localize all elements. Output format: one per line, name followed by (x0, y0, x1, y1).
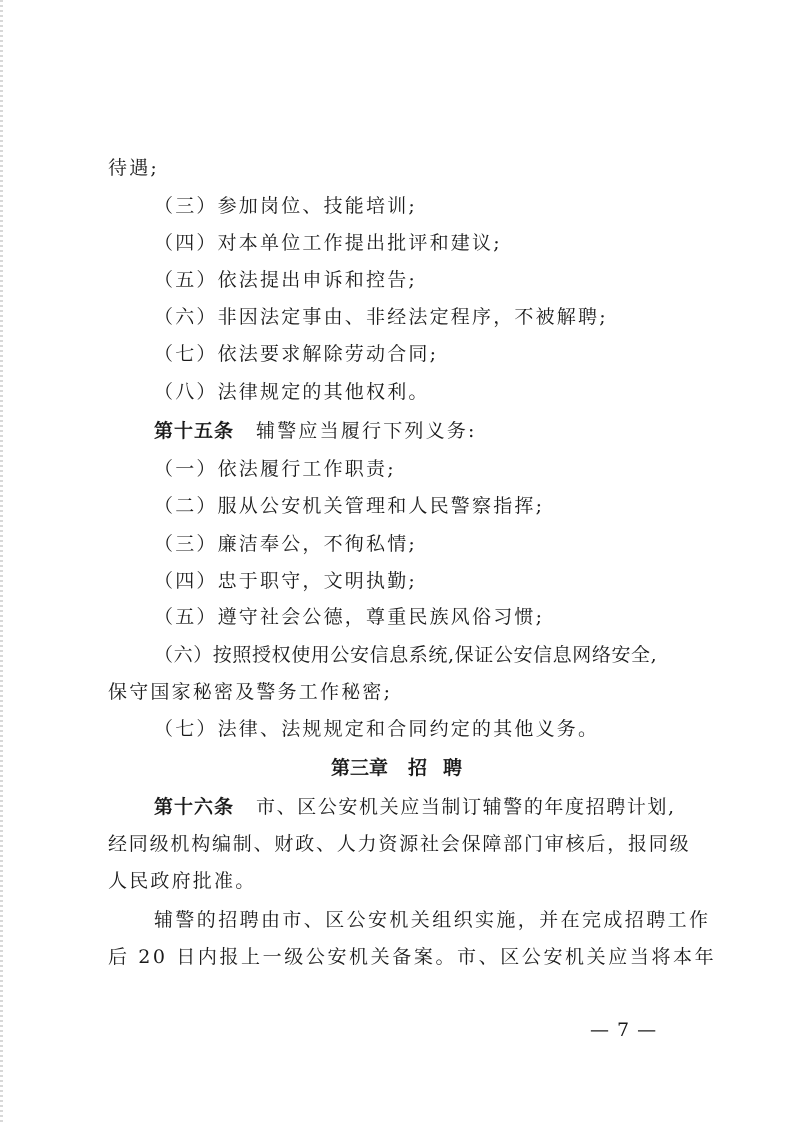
continuation-line: 待遇; (108, 157, 160, 179)
rights-item: （五）依法提出申诉和控告; (154, 269, 418, 291)
article-16-text: 市、区公安机关应当制订辅警的年度招聘计划, (256, 796, 676, 818)
article-15-label: 第十五条 (154, 420, 235, 442)
duty-item: （七）法律、法规规定和合同约定的其他义务。 (154, 718, 600, 740)
duty-item: （四）忠于职守，文明执勤; (154, 570, 418, 592)
article-16-line: 经同级机构编制、财政、人力资源社会保障部门审核后，报同级 (108, 833, 691, 855)
binding-edge-mark (0, 0, 3, 1122)
chapter-title-char: 聘 (443, 757, 463, 779)
rights-item: （八）法律规定的其他权利。 (154, 381, 430, 403)
article-16-line (154, 795, 676, 819)
duty-item-continued: 保守国家秘密及警务工作秘密; (108, 681, 393, 703)
duty-item: （五）遵守社会公德，尊重民族风俗习惯; (154, 606, 545, 628)
duty-item: （一）依法履行工作职责; (154, 458, 396, 480)
duty-item: （六）按照授权使用公安信息系统,保证公安信息网络安全, (154, 644, 658, 666)
paragraph-line: 辅警的招聘由市、区公安机关组织实施，并在完成招聘工作 (154, 909, 711, 931)
chapter-title-char: 招 (407, 757, 427, 779)
rights-item: （七）依法要求解除劳动合同; (154, 343, 439, 365)
article-16-label: 第十六条 (154, 796, 235, 818)
rights-item: （六）非因法定事由、非经法定程序，不被解聘; (154, 306, 608, 328)
article-16-line: 人民政府批准。 (108, 870, 257, 892)
chapter-number: 第三章 (330, 757, 388, 779)
chapter-title (0, 756, 793, 780)
duty-item: （二）服从公安机关管理和人民警察指挥; (154, 495, 545, 517)
article-15-text: 辅警应当履行下列义务: (256, 420, 477, 442)
page-number: — 7 — (590, 1019, 658, 1041)
paragraph-line: 后 20 日内报上一级公安机关备案。市、区公安机关应当将本年 (108, 946, 717, 968)
rights-item: （三）参加岗位、技能培训; (154, 195, 418, 217)
rights-item: （四）对本单位工作提出批评和建议; (154, 232, 502, 254)
article-15 (154, 419, 477, 443)
duty-item: （三）廉洁奉公，不徇私情; (154, 533, 418, 555)
